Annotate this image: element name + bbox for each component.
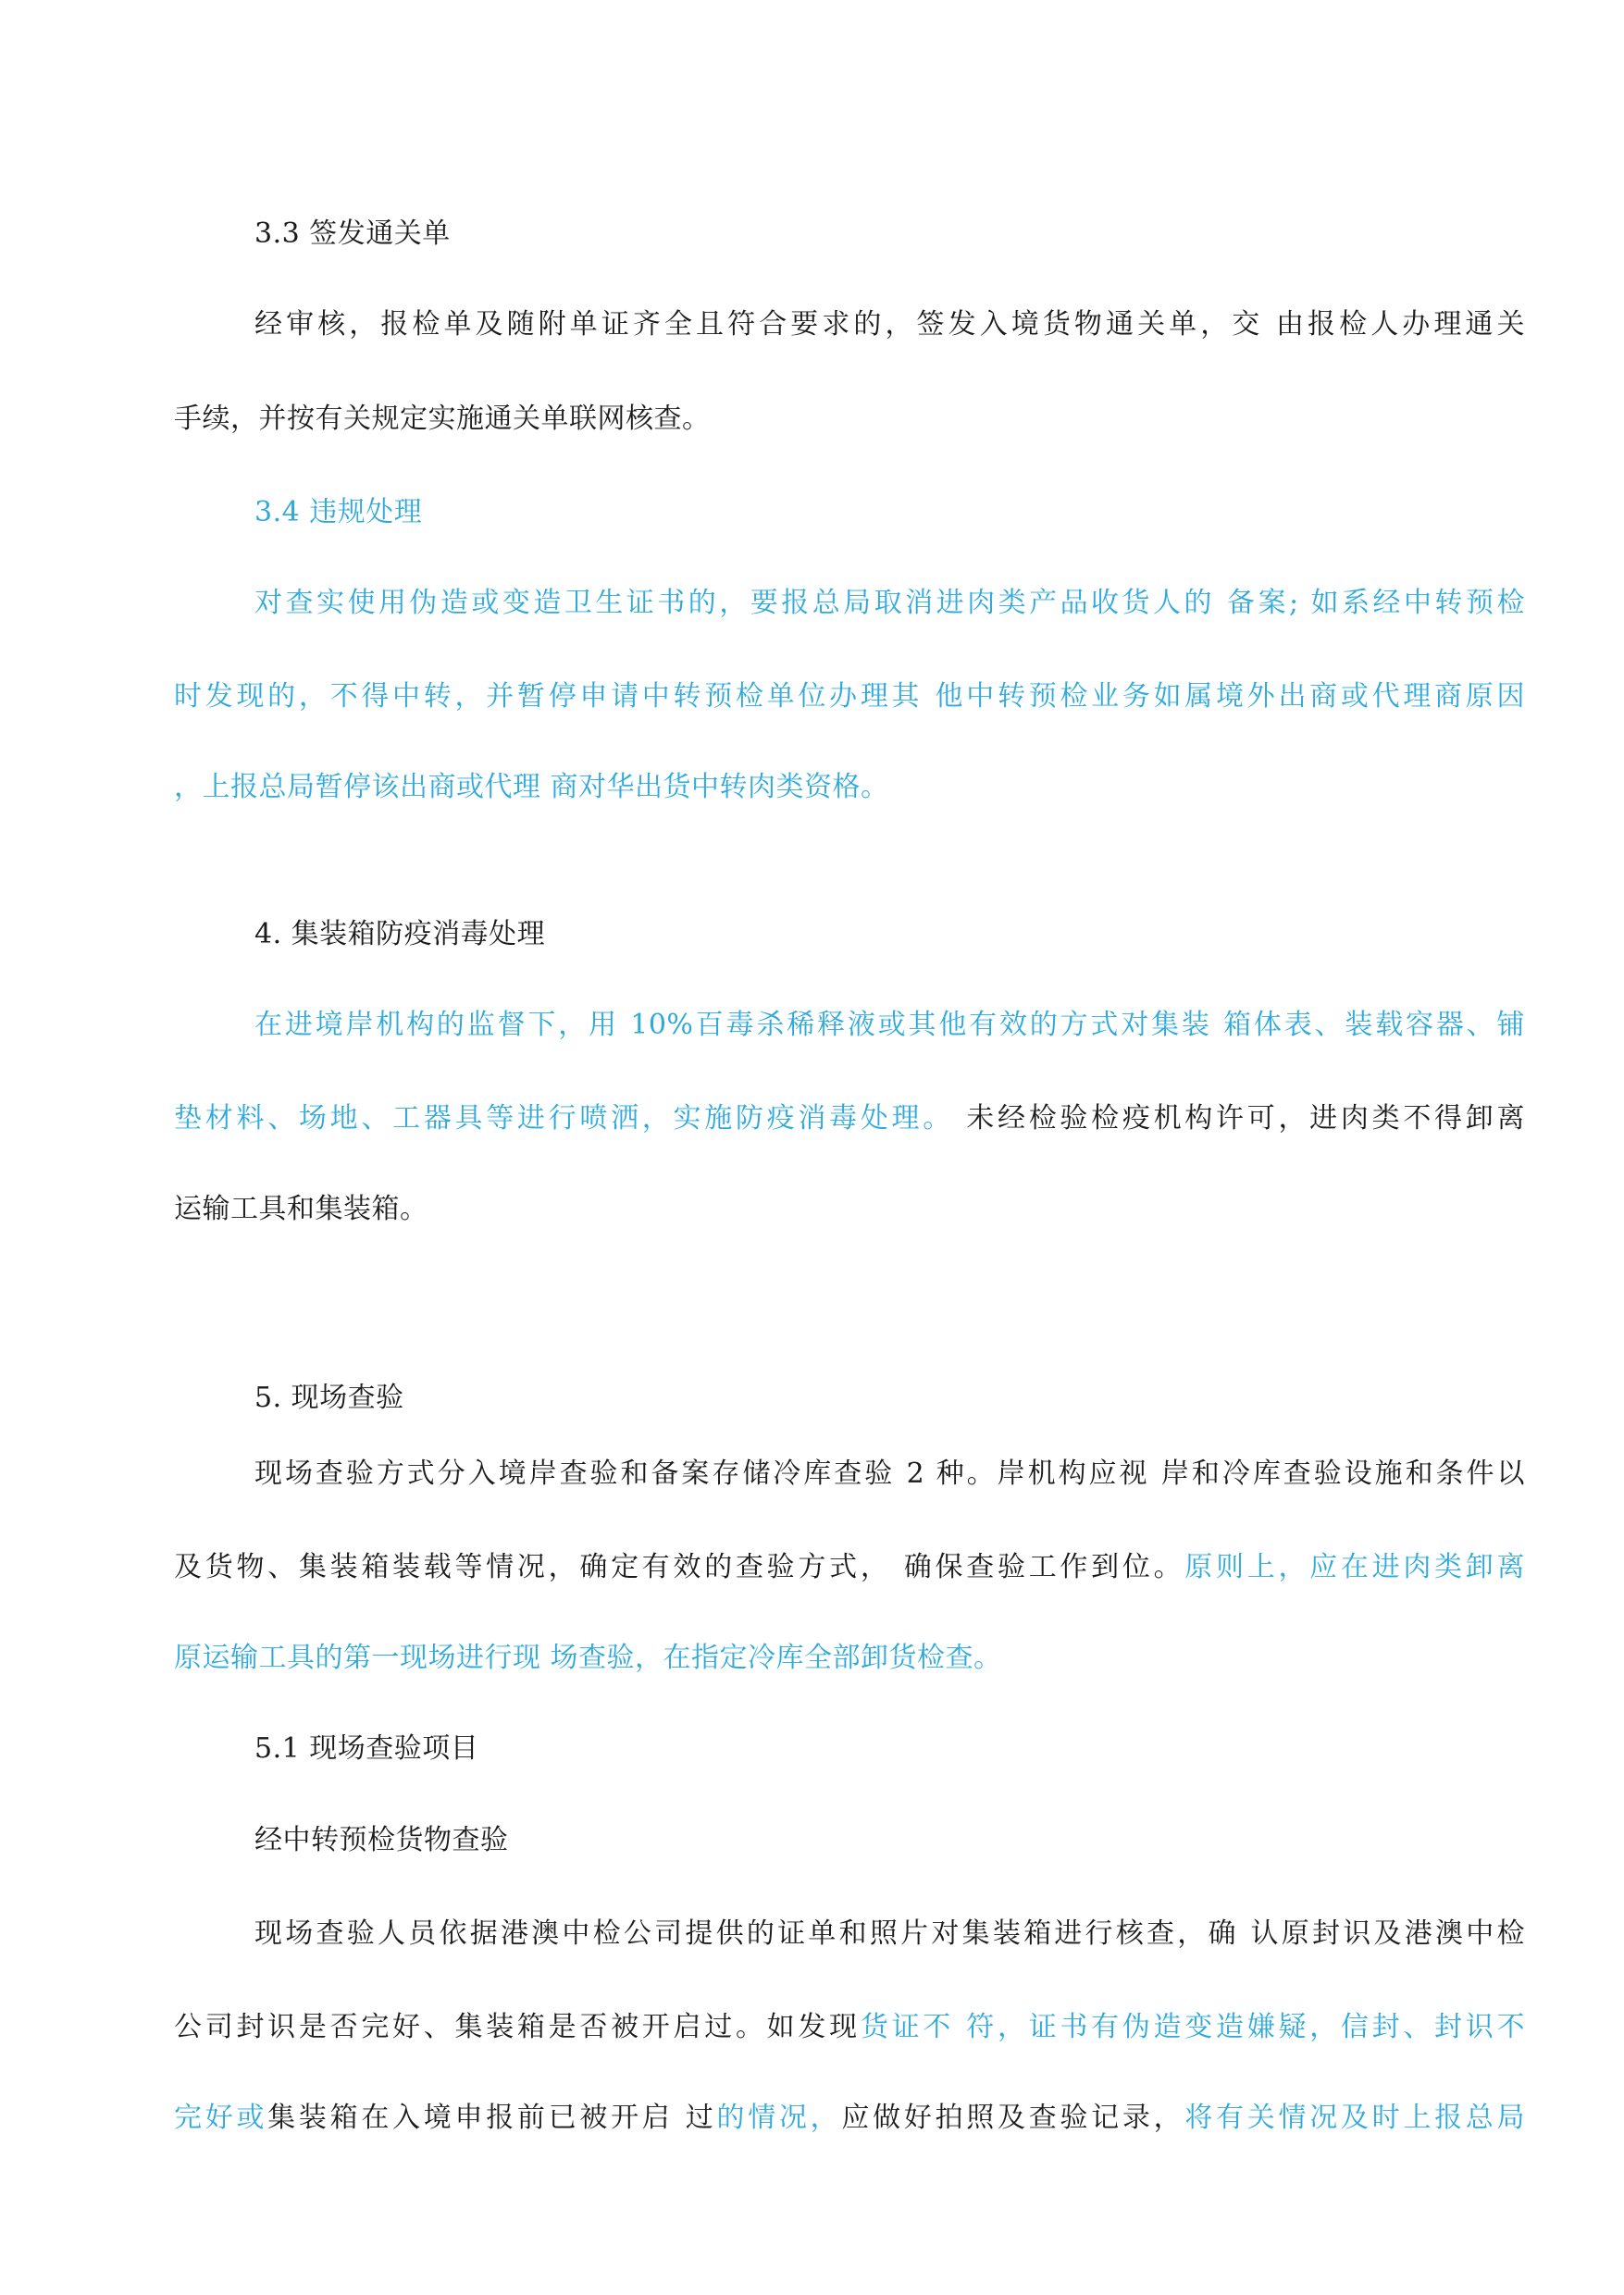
paragraph-line: 完好或集装箱在入境申报前已被开启 过的情况，应做好拍照及查验记录，将有关情况及时上报总局 <box>174 2102 1526 2134</box>
heading-5: 5. 现场查验 <box>254 1382 404 1414</box>
paragraph-line: 在进境岸机构的监督下，用 10%百毒杀稀释液或其他有效的方式对集装 箱体表、装载容器、铺 <box>254 1009 1525 1041</box>
heading-4: 4. 集装箱防疫消毒处理 <box>254 918 546 950</box>
paragraph-line: 及货物、集装箱装载等情况，确定有效的查验方式， 确保查验工作到位。原则上，应在进肉类卸离 <box>174 1551 1525 1583</box>
paragraph-line: 时发现的，不得中转，并暂停申请中转预检单位办理其 他中转预检业务如属境外出商或代理商原因 <box>174 680 1525 713</box>
subheading: 经中转预检货物查验 <box>254 1824 509 1856</box>
paragraph-line: 经审核，报检单及随附单证齐全且符合要求的，签发入境货物通关单，交 由报检人办理通关 <box>254 308 1525 341</box>
paragraph-line: 现场查验人员依据港澳中检公司提供的证单和照片对集装箱进行核查，确 认原封识及港澳中检 <box>254 1917 1525 1950</box>
paragraph-line: 对查实使用伪造或变造卫生证书的，要报总局取消进肉类产品收货人的 备案; 如系经中转预检 <box>254 587 1525 619</box>
heading-3-4: 3.4 违规处理 <box>254 496 423 528</box>
paragraph-line: 垫材料、场地、工器具等进行喷洒，实施防疫消毒处理。 未经检验检疫机构许可，进肉类不得卸离 <box>174 1102 1525 1135</box>
heading-3-3: 3.3 签发通关单 <box>254 217 451 250</box>
paragraph-line: 现场查验方式分入境岸查验和备案存储冷库查验 2 种。岸机构应视 岸和冷库查验设施和条件以 <box>254 1458 1525 1490</box>
paragraph-line: 运输工具和集装箱。 <box>174 1193 428 1225</box>
paragraph-line: 公司封识是否完好、集装箱是否被开启过。如发现货证不 符，证书有伪造变造嫌疑，信封、封识不 <box>174 2011 1525 2043</box>
paragraph-line: 原运输工具的第一现场进行现 场查验，在指定冷库全部卸货检查。 <box>174 1642 1002 1674</box>
paragraph-line: 手续，并按有关规定实施通关单联网核查。 <box>174 403 711 435</box>
paragraph-line: ，上报总局暂停该出商或代理 商对华出货中转肉类资格。 <box>174 771 889 803</box>
heading-5-1: 5.1 现场查验项目 <box>254 1732 479 1765</box>
